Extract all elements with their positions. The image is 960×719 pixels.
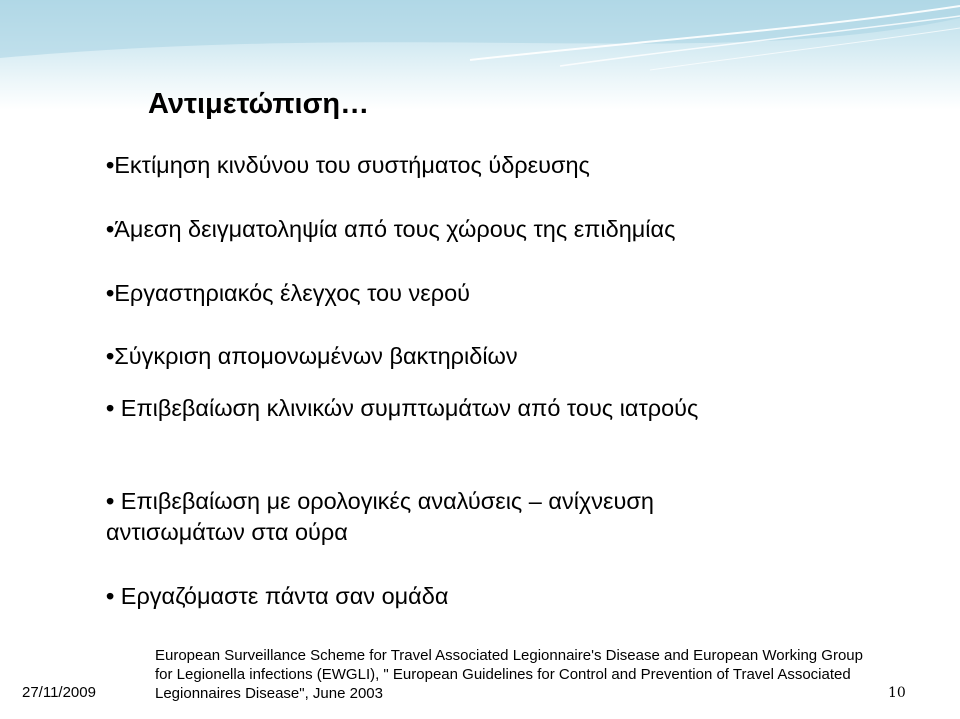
bullet-marker: • bbox=[106, 280, 115, 306]
bullet-text: Επιβεβαίωση κλινικών συμπτωμάτων από τους ιατρούς bbox=[120, 395, 699, 421]
bullet-text: Επιβεβαίωση με ορολογικές αναλύσεις – ανίχνευση αντισωμάτων στα ούρα bbox=[106, 488, 654, 545]
bullet-text: Εργαζόμαστε πάντα σαν ομάδα bbox=[120, 583, 449, 609]
bullet-marker: • bbox=[106, 488, 121, 514]
header-decoration bbox=[0, 0, 960, 110]
bullet-text: Άμεση δειγματοληψία από τους χώρους της επιδημίας bbox=[114, 216, 676, 242]
slide-title: Αντιμετώπιση… bbox=[148, 88, 370, 120]
bullet-item bbox=[106, 214, 846, 245]
bullet-text: Εκτίμηση κινδύνου του συστήματος ύδρευσης bbox=[114, 152, 590, 178]
bullet-item bbox=[106, 581, 846, 612]
bullet-item bbox=[106, 393, 746, 424]
bullet-text: Σύγκριση απομονωμένων βακτηριδίων bbox=[114, 343, 518, 369]
wave-decoration bbox=[0, 0, 960, 110]
bullet-item bbox=[106, 341, 846, 372]
bullet-marker: • bbox=[106, 395, 121, 421]
bullet-marker: • bbox=[106, 343, 115, 369]
page-number: 10 bbox=[888, 685, 906, 701]
bullet-marker: • bbox=[106, 152, 115, 178]
footer-reference: European Surveillance Scheme for Travel Associated Legionnaire's Disease and European Working Group for Legionella infections (EWGLI), " European Guidelines for Control and Prevention of Travel Associated Legionnaires Disease", June 2003 bbox=[155, 647, 863, 702]
footer-date: 27/11/2009 bbox=[22, 684, 96, 701]
bullet-item bbox=[106, 486, 796, 548]
bullet-marker: • bbox=[106, 583, 121, 609]
bullet-item bbox=[106, 150, 846, 181]
bullet-item bbox=[106, 278, 846, 309]
bullet-text: Εργαστηριακός έλεγχος του νερού bbox=[114, 280, 471, 306]
bullet-marker: • bbox=[106, 216, 115, 242]
